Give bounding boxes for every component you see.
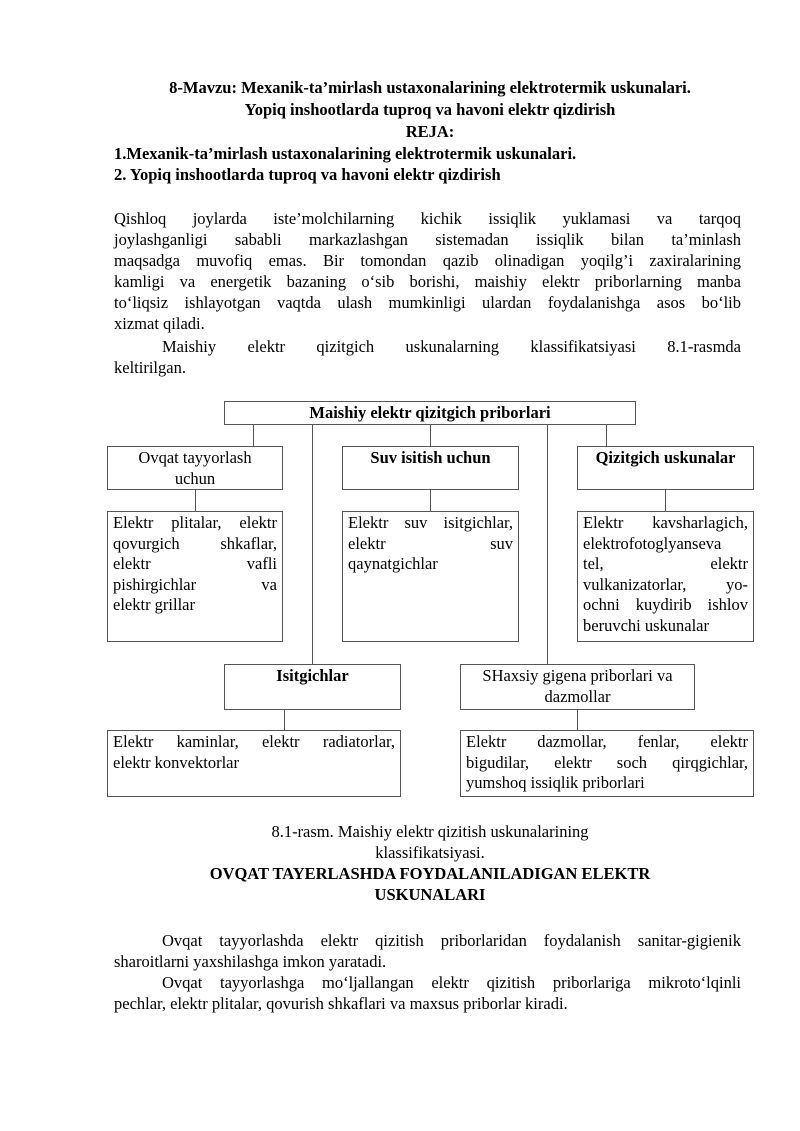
intro-p1-line: Qishloq joylarda iste’molchilarning kichik issiqlik yuklamasi va tarqoq [114, 209, 741, 228]
intro-p1-line: maqsadga muvofiq emas. Bir tomondan qazib olinadigan yoqilg’i zaxiralarining [114, 251, 741, 270]
diagram-root-box [224, 401, 636, 425]
category-hygiene-label: dazmollar [544, 686, 611, 706]
figure-caption-line1: 8.1-rasm. Maishiy elektr qizitish uskunalarining [271, 822, 589, 841]
heating-units-item-line: tel, elektr [583, 554, 748, 573]
hygiene-item-line: bigudilar, elektr soch qirqgichlar, [466, 752, 748, 772]
page-title-line2: Yopiq inshootlarda tuproq va havoni elektr qizdirish [244, 100, 616, 119]
category-cooking-label: uchun [174, 468, 216, 488]
water-item-line: elektr suv [348, 533, 513, 553]
heaters-items-box [107, 730, 401, 797]
figure-caption-line2: klassifikatsiyasi. [375, 843, 485, 862]
cooking-items-box [107, 511, 283, 642]
section-p1-line: Ovqat tayyorlashda elektr qizitish priborlaridan foydalanish sanitar-gigienik [162, 931, 741, 950]
category-cooking-box [107, 446, 283, 490]
page-title-line1: 8-Mavzu: Mexanik-ta’mirlash ustaxonalarining elektrotermik uskunalari. [169, 78, 691, 97]
intro-p2-line: Maishiy elektr qizitgich uskunalarning klassifikatsiyasi 8.1-rasmda [162, 337, 741, 356]
water-item-line: Elektr suv isitgichlar, [348, 513, 513, 532]
cooking-item-line: pishirgichlar va [113, 574, 277, 594]
plan-item-2: 2. Yopiq inshootlarda tuproq va havoni elektr qizdirish [114, 165, 501, 184]
section-p2-line: Ovqat tayyorlashga mo‘ljallangan elektr qizitish priborlariga mikroto‘lqinli [162, 973, 741, 992]
section-p2-line: pechlar, elektr plitalar, qovurish shkaflari va maxsus priborlar kiradi. [114, 994, 568, 1013]
heaters-item-line: elektr konvektorlar [113, 752, 239, 772]
cooking-item-line: elektr grillar [113, 595, 196, 614]
intro-p1-line: joylashganligi sababli markazlashgan sistemadan issiqlik bilan ta’minlash [114, 230, 741, 249]
water-item-line: qaynatgichlar [348, 554, 438, 573]
diagram-root-label: Maishiy elektr qizitgich priborlari [309, 403, 551, 422]
cooking-item-line: Elektr plitalar, elektr [113, 513, 277, 532]
plan-label: REJA: [405, 122, 455, 141]
category-hygiene-box [460, 664, 695, 710]
category-heaters-label: Isitgichlar [276, 666, 349, 685]
category-heating-units-box [577, 446, 754, 490]
intro-p1-line: xizmat qiladi. [114, 314, 205, 333]
section-title-line1: OVQAT TAYERLASHDA FOYDALANILADIGAN ELEKTR [209, 864, 651, 883]
intro-p1-line: to‘liqsiz ishlayotgan vaqtda ulash mumkinligi ulardan foydalanishga asos bo‘lib [114, 293, 741, 312]
category-water-label: Suv isitish uchun [370, 448, 491, 467]
hygiene-item-line: Elektr dazmollar, fenlar, elektr [466, 732, 748, 751]
heating-units-item-line: elektrofotoglyanseva [583, 533, 722, 553]
heating-units-items-box [577, 511, 754, 642]
section-title-line2: USKUNALARI [374, 885, 486, 904]
cooking-item-line: qovurgich shkaflar, [113, 533, 277, 553]
category-water-box [342, 446, 519, 490]
water-items-box [342, 511, 519, 642]
heating-units-item-line: beruvchi uskunalar [583, 615, 709, 635]
hygiene-item-line: yumshoq issiqlik priborlari [466, 773, 645, 792]
hygiene-items-box [460, 730, 754, 797]
category-heaters-box [224, 664, 401, 710]
cooking-item-line: elektr vafli [113, 554, 277, 573]
heaters-item-line: Elektr kaminlar, elektr radiatorlar, [113, 732, 395, 751]
heating-units-item-line: Elektr kavsharlagich, [583, 513, 748, 532]
heating-units-item-line: ochni kuydirib ishlov [583, 595, 748, 614]
intro-p2-line: keltirilgan. [114, 358, 186, 377]
heating-units-item-line: vulkanizatorlar, yo- [583, 574, 748, 594]
category-cooking-label: Ovqat tayyorlash [138, 448, 252, 467]
category-hygiene-label: SHaxsiy gigena priborlari va [482, 666, 673, 685]
plan-item-1: 1.Mexanik-ta’mirlash ustaxonalarining elektrotermik uskunalari. [114, 144, 577, 163]
category-heating-units-label: Qizitgich uskunalar [595, 448, 736, 467]
section-p1-line: sharoitlarni yaxshilashga imkon yaratadi. [114, 952, 387, 971]
intro-p1-line: kamligi va energetik bazaning o‘sib borishi, maishiy elektr priborlarning manba [114, 272, 741, 291]
